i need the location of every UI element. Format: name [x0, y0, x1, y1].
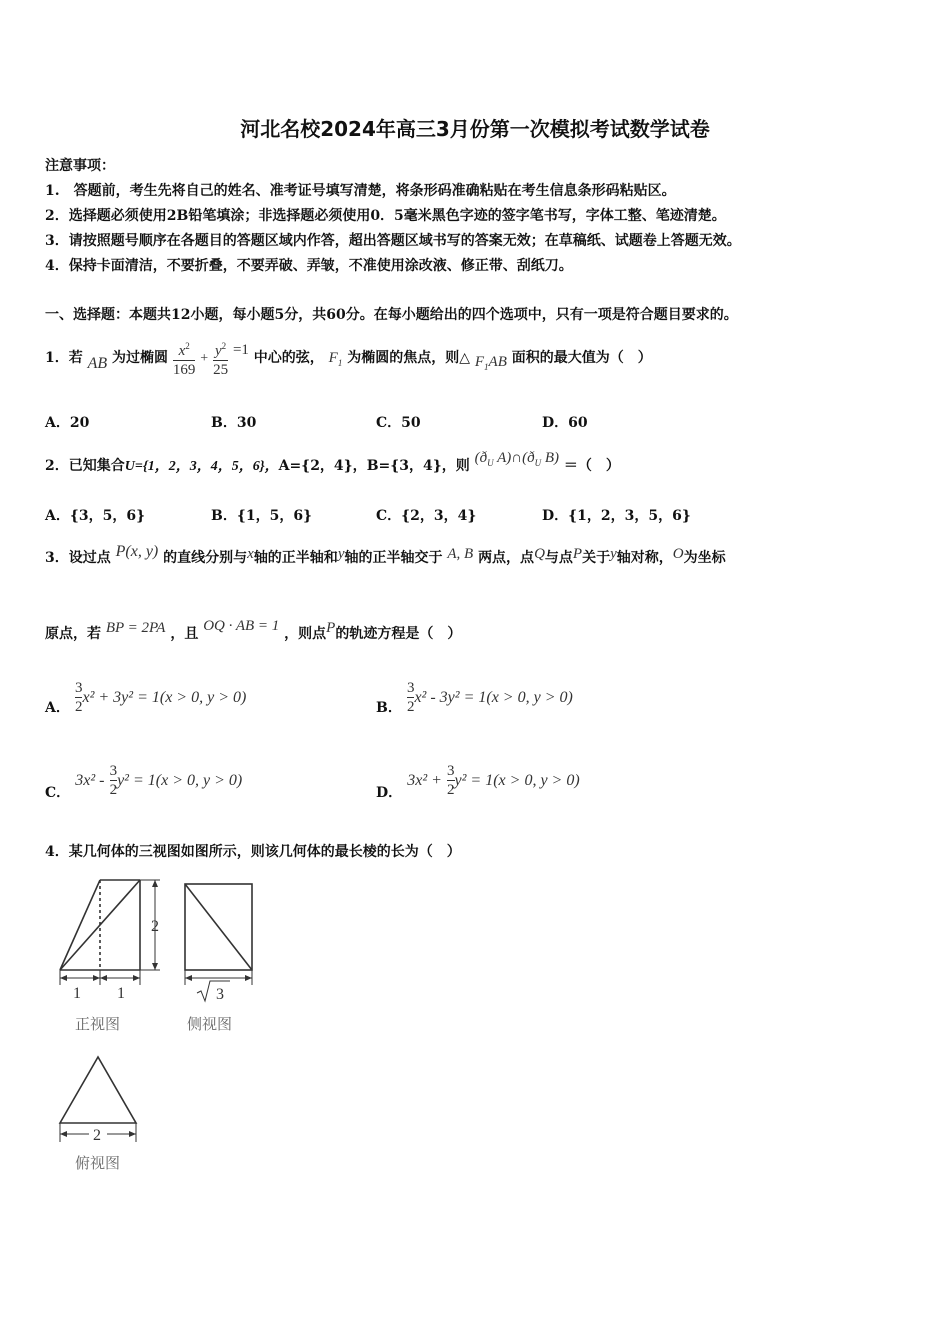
q2-expr-b: B) — [541, 450, 560, 466]
q3-text: 为坐标 — [683, 550, 726, 566]
q3-p2: P — [326, 620, 336, 636]
q3-option-a-label: A． — [45, 700, 70, 716]
side-view-diagram — [180, 875, 260, 1010]
q3-d-den: 2 — [447, 782, 455, 798]
q1-text: 1．若 — [45, 350, 83, 366]
q3-option-b-label: B． — [376, 700, 402, 716]
q1-option-c: C．50 — [376, 415, 421, 431]
side-width-label: 3 — [216, 986, 224, 1003]
front-view-label: 正视图 — [75, 1015, 121, 1033]
q3-text: 的轨迹方程是（ ） — [335, 626, 462, 642]
q1-f1ab: AB — [488, 354, 507, 370]
q3-text: 两点，点 — [478, 550, 535, 566]
q3-x: x — [247, 546, 254, 562]
q3-text: 轴的正半轴和 — [253, 550, 338, 566]
notice-heading: 注意事项： — [45, 158, 115, 174]
q3-option-c-label: C． — [45, 785, 71, 801]
q2-expression — [475, 450, 559, 466]
q2-set-u: U={1，2，3，4，5，6}， — [124, 459, 279, 474]
front-left-width-label: 1 — [73, 985, 81, 1000]
q3-text: ，且 — [170, 626, 199, 642]
q3-oq: OQ · AB = 1 — [203, 618, 280, 634]
section-heading: 一、选择题：本题共12小题，每小题5分，共60分。在每小题给出的四个选项中，只有一项是符合题目要求的。 — [45, 307, 738, 323]
q3-option-d — [376, 755, 580, 805]
q1-y: y — [214, 343, 222, 359]
q3-d-expr: y² = 1(x > 0, y > 0) — [454, 772, 580, 789]
q2-text: 2．已知集合 — [45, 458, 125, 474]
arrow-right-icon — [245, 975, 252, 981]
top-view-diagram — [55, 1050, 145, 1145]
question-3-line-2 — [45, 614, 461, 654]
arrow-left-icon — [60, 1131, 67, 1137]
q1-option-d: D．60 — [542, 415, 588, 431]
q3-point-p: P(x, y) — [115, 543, 159, 560]
q3-option-d-frac — [447, 762, 455, 799]
q1-x: x — [178, 343, 186, 359]
side-view-label: 侧视图 — [187, 1015, 233, 1033]
q3-a-num: 3 — [74, 680, 83, 696]
q2-tail: ＝（ ） — [563, 458, 620, 474]
q2-expr-1: (ð — [474, 450, 488, 466]
q1-25: 25 — [213, 362, 229, 378]
q3-c-num: 3 — [109, 763, 118, 779]
q1-text: 中心的弦， — [253, 350, 324, 366]
q3-text: 的直线分别与 — [163, 550, 248, 566]
page-title: 河北名校2024年高三3月份第一次模拟考试数学试卷 — [240, 117, 710, 141]
top-width-label: 2 — [93, 1127, 101, 1144]
top-triangle — [60, 1057, 136, 1123]
q1-ab: AB — [87, 355, 108, 372]
front-left-edge — [60, 880, 100, 970]
notice-item-2: 2．选择题必须使用2B铅笔填涂；非选择题必须使用0．5毫米黑色字迹的签字笔书写，字体工整、笔迹清楚。 — [45, 208, 726, 224]
q3-text: 关于 — [582, 550, 611, 566]
arrow-right-icon — [129, 1131, 136, 1137]
q3-d-pre: 3x² + — [407, 772, 442, 789]
arrow-left-icon — [185, 975, 192, 981]
q3-c-pre: 3x² - — [75, 772, 105, 789]
q3-a-expr: x² + 3y² = 1(x > 0, y > 0) — [82, 689, 247, 706]
q2-option-c: C．{2，3，4} — [376, 508, 477, 524]
q1-option-b: B．30 — [211, 415, 257, 431]
arrow-right-icon — [133, 975, 140, 981]
q3-option-d-label: D． — [376, 785, 403, 801]
side-diagonal — [185, 884, 252, 970]
q3-b-num: 3 — [406, 680, 415, 696]
front-right-width-label: 1 — [117, 985, 125, 1000]
arrow-right-icon — [93, 975, 100, 981]
q2-option-b: B．{1，5，6} — [211, 508, 313, 524]
q1-eq: =1 — [232, 342, 249, 358]
q3-b-den: 2 — [406, 699, 415, 715]
q3-c-expr: y² = 1(x > 0, y > 0) — [117, 772, 243, 789]
q2-option-a: A．{3，5，6} — [45, 508, 146, 524]
q3-d-num: 3 — [447, 763, 455, 779]
sqrt-icon — [197, 981, 230, 1001]
q2-expr-a: A)∩(ð — [493, 450, 535, 466]
question-2 — [45, 448, 620, 484]
q3-option-b — [376, 672, 573, 722]
q3-q: Q — [534, 546, 545, 562]
q1-f: F — [328, 350, 338, 366]
q3-option-c-frac — [110, 762, 118, 799]
q3-y2: y — [610, 546, 617, 562]
q3-text: 原点，若 — [45, 626, 101, 642]
arrow-down-icon — [152, 963, 158, 970]
q2-option-d: D．{1，2，3，5，6} — [542, 508, 691, 524]
q3-text: 轴对称， — [616, 550, 673, 566]
notice-item-3: 3．请按照题号顺序在各题目的答题区域内作答，超出答题区域书写的答案无效；在草稿纸、试题卷上答题无效。 — [45, 233, 741, 249]
q1-text: 面积的最大值为（ ） — [511, 350, 652, 366]
q1-plus: + — [200, 351, 209, 366]
q2-u2: U — [534, 458, 542, 468]
q3-c-den: 2 — [109, 782, 118, 798]
q3-p: P — [572, 546, 583, 562]
arrow-left-icon — [100, 975, 107, 981]
q1-f1 — [329, 350, 343, 366]
top-view-label: 俯视图 — [75, 1154, 121, 1172]
q3-option-c — [45, 755, 242, 805]
q3-text: 3．设过点 — [45, 550, 111, 566]
q2-set-b: B={3，4}， — [366, 458, 456, 474]
question-4: 4．某几何体的三视图如图所示，则该几何体的最长棱的长为（ ） — [45, 844, 461, 860]
q3-b-expr: x² - 3y² = 1(x > 0, y > 0) — [414, 689, 573, 706]
q3-text: 轴的正半轴交于 — [344, 550, 443, 566]
question-3-line-1 — [45, 538, 726, 578]
q3-bp: BP = 2PA — [105, 620, 166, 636]
q1-fraction-y: $\frac{y^2}{25}$ — [213, 337, 228, 379]
notice-item-1: 1. 答题前，考生先将自己的姓名、准考证号填写清楚，将条形码准确粘贴在考生信息条形码粘贴区。 — [45, 183, 676, 199]
q3-y: y — [337, 546, 345, 562]
q2-u1: U — [487, 458, 494, 468]
q3-ab: A, B — [447, 546, 474, 562]
q1-fraction-x: $\frac{x^2}{169}$ — [173, 337, 196, 379]
question-1: 1．若 AB 为过椭圆 $\frac{x^2}{169}$ + $\frac{y^2}{25}$ =1 中心的弦， $F_1$ 为椭圆的焦点，则△ $F_1AB$ 面积的最大值为（ ） — [45, 328, 652, 388]
q3-a-den: 2 — [74, 699, 83, 715]
q3-text: ，则点 — [284, 626, 327, 642]
q1-169: 169 — [172, 362, 196, 378]
q1-f-sub: 1 — [337, 358, 343, 368]
q2-then: 则 — [455, 458, 470, 474]
notice-item-4: 4．保持卡面清洁，不要折叠，不要弄破、弄皱，不准使用涂改液、修正带、刮纸刀。 — [45, 258, 573, 274]
arrow-left-icon — [60, 975, 67, 981]
q3-text: 与点 — [544, 550, 573, 566]
q3-option-a — [45, 672, 246, 722]
q1-text: 为过椭圆 — [112, 350, 169, 366]
q2-set-a: A={2，4}， — [278, 458, 367, 474]
arrow-up-icon — [152, 880, 158, 887]
q1-option-a: A．20 — [45, 415, 90, 431]
front-view-diagram — [55, 875, 170, 1000]
q1-text: 为椭圆的焦点，则△ — [347, 350, 470, 366]
front-height-label: 2 — [151, 918, 159, 935]
q3-o: O — [672, 546, 684, 562]
